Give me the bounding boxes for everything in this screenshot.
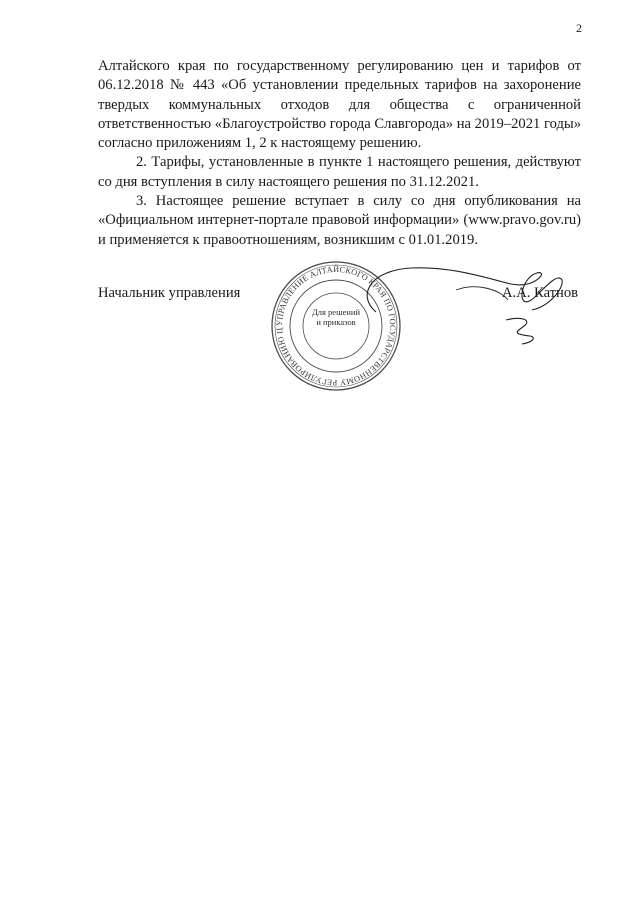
stamp-caption-line-1: Для решений	[311, 307, 361, 317]
signature-block	[98, 264, 588, 392]
page-number: 2	[576, 21, 582, 35]
handwritten-signature	[336, 260, 566, 350]
paragraph-1-continuation: Алтайского края по государственному регулированию цен и тарифов от 06.12.2018 № 443 «Об установлении предельных тарифов на захоронение твердых коммунальных отходов для общества с ограниченной ответственностью «Благоустройство города Славгорода» на 2019–2021 годы» согласно приложениям 1, 2 к настоящему решению.	[98, 58, 581, 152]
signer-name: А.А. Катнов	[502, 285, 579, 301]
paragraph-2: 2. Тарифы, установленные в пункте 1 настоящего решения, действуют со дня вступления в силу настоящего решения по 31.12.2021.	[98, 154, 581, 190]
stamp-caption-line-2: и приказов	[316, 316, 356, 327]
stamp-ring-text: УПРАВЛЕНИЕ АЛТАЙСКОГО КРАЯ ПО ГОСУДАРСТВЕННОМУ РЕГУЛИРОВАНИЮ Ц	[274, 264, 398, 388]
paragraph-3: 3. Настоящее решение вступает в силу со дня опубликования на «Официальном интернет-портале правовой информации» (www.pravo.gov.ru) и применяется к правоотношениям, возникшим с 01.01.2019.	[98, 193, 581, 248]
position-title: Начальник управления	[98, 285, 241, 301]
document-body	[98, 57, 581, 250]
